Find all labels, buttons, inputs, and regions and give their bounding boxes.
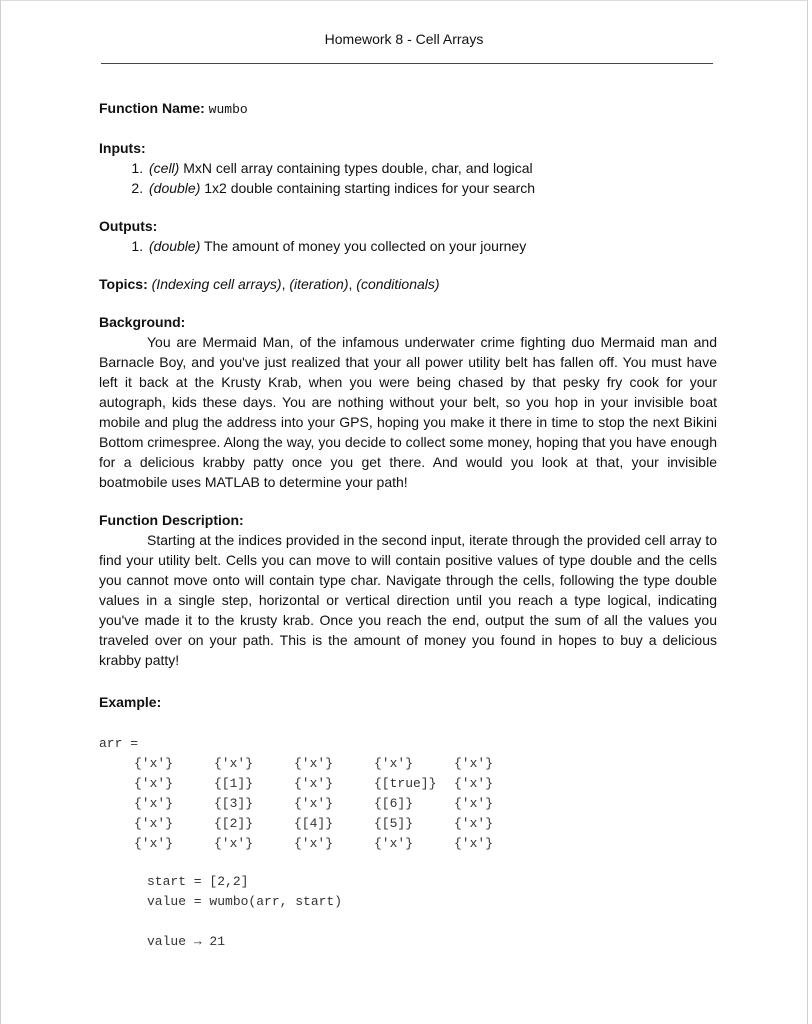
grid-row	[134, 754, 534, 774]
description-text: Starting at the indices provided in the second input, iterate through the provided cell array to find your utility belt. Cells you can move to will contain positive values of type double and the cells you cannot move onto will contain type char. Navigate through the cells, following the type double values in a single step, horizontal or vertical direction until you reach a type logical, indicating you've made it to the krusty krab. Once you reach the end, output the sum of all the values you traveled over on your path. This is the amount of money you found in hopes to buy a delicious krabby patty!	[99, 532, 717, 668]
page-header: Homework 8 - Cell Arrays	[324, 31, 484, 47]
grid-cell: {'x'}	[214, 756, 254, 771]
grid-cell: {'x'}	[454, 796, 494, 811]
topics-line: Topics: (Indexing cell arrays), (iteration), (conditionals)	[99, 276, 440, 292]
grid-cell: {'x'}	[214, 836, 254, 851]
grid-row	[134, 794, 534, 814]
outputs-section	[99, 216, 717, 256]
input-item-1	[147, 158, 717, 178]
output-type: (double)	[149, 238, 201, 254]
topic-1: (Indexing cell arrays)	[151, 276, 282, 292]
result-line: value → 21	[147, 934, 226, 949]
topic-2: (iteration)	[289, 276, 349, 292]
grid-cell: {'x'}	[134, 776, 174, 791]
input-desc: MxN cell array containing types double, char, and logical	[179, 160, 533, 176]
grid-cell: {[true]}	[374, 776, 437, 791]
topic-3: (conditionals)	[356, 276, 440, 292]
grid-cell: {'x'}	[134, 816, 174, 831]
input-desc: 1x2 double containing starting indices for your search	[200, 180, 536, 196]
topics-label: Topics:	[99, 276, 148, 292]
header-rule	[101, 63, 713, 64]
background-section	[99, 312, 717, 492]
grid-cell: {'x'}	[134, 796, 174, 811]
example-code	[99, 734, 534, 952]
grid-cell: {'x'}	[454, 776, 494, 791]
grid-cell: {[4]}	[294, 816, 334, 831]
start-line: start = [2,2]	[147, 874, 249, 889]
grid-cell: {'x'}	[294, 776, 334, 791]
outputs-list	[99, 236, 717, 256]
example-heading: Example:	[99, 694, 162, 710]
arr-label: arr =	[99, 736, 139, 751]
grid-cell: {'x'}	[454, 836, 494, 851]
background-text: You are Mermaid Man, of the infamous underwater crime fighting duo Mermaid man and Barnacle Boy, and you've just realized that your all power utility belt has fallen off. You must have left it back at the Krusty Krab, when you were being chased by that pesky fry cook for your autograph, kids these days. You are nothing without your belt, so you hop in your invisible boat mobile and plug the address into your GPS, hoping you make it there in time to stop the next Bikini Bottom crimespree. Along the way, you decide to collect some money, hoping that you have enough for a delicious krabby patty once you get there. And would you look at that, your invisible boatmobile uses MATLAB to determine your path!	[99, 334, 717, 490]
cell-array-grid	[134, 754, 534, 854]
input-type: (double)	[149, 180, 201, 196]
grid-cell: {[5]}	[374, 816, 414, 831]
output-desc: The amount of money you collected on your journey	[200, 238, 527, 254]
input-type: (cell)	[149, 160, 180, 176]
outputs-heading: Outputs:	[99, 218, 158, 234]
description-heading: Function Description:	[99, 512, 244, 528]
background-heading: Background:	[99, 314, 186, 330]
assignment-body	[99, 98, 717, 712]
function-name-line	[99, 98, 717, 120]
grid-cell: {'x'}	[454, 756, 494, 771]
grid-row	[134, 814, 534, 834]
grid-cell: {'x'}	[454, 816, 494, 831]
inputs-heading: Inputs:	[99, 140, 146, 156]
input-item-2	[147, 178, 717, 198]
grid-row	[134, 834, 534, 854]
grid-cell: {[3]}	[214, 796, 254, 811]
grid-cell: {'x'}	[134, 756, 174, 771]
inputs-list	[99, 158, 717, 198]
grid-row	[134, 774, 534, 794]
grid-cell: {'x'}	[374, 836, 414, 851]
grid-cell: {'x'}	[374, 756, 414, 771]
grid-cell: {'x'}	[134, 836, 174, 851]
grid-cell: {'x'}	[294, 796, 334, 811]
grid-cell: {[1]}	[214, 776, 254, 791]
inputs-section	[99, 138, 717, 198]
grid-cell: {'x'}	[294, 836, 334, 851]
call-line: value = wumbo(arr, start)	[147, 894, 343, 909]
grid-cell: {[2]}	[214, 816, 254, 831]
function-name-label: Function Name:	[99, 100, 205, 116]
grid-cell: {[6]}	[374, 796, 414, 811]
description-section	[99, 510, 717, 670]
output-item-1	[147, 236, 717, 256]
grid-cell: {'x'}	[294, 756, 334, 771]
function-name-value: wumbo	[208, 102, 248, 117]
